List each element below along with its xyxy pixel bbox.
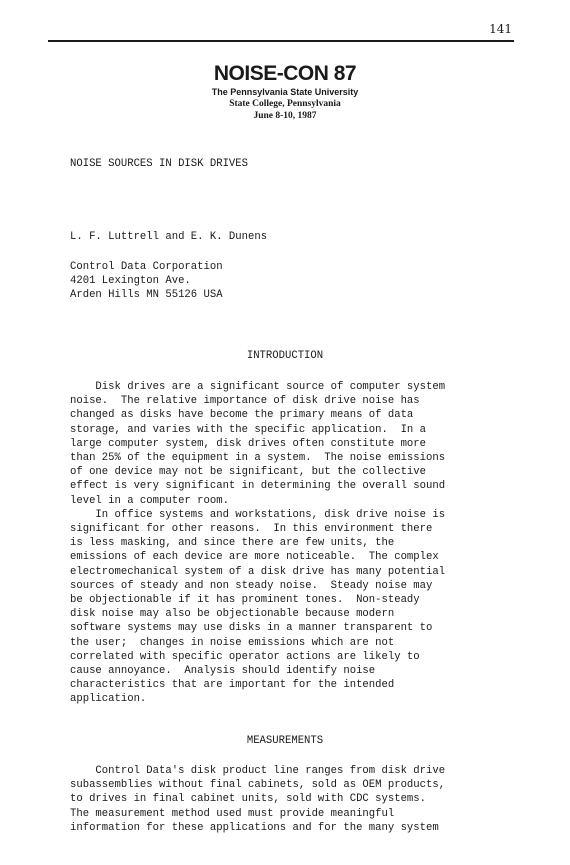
text-line: the user; changes in noise emissions which are not: [70, 636, 395, 649]
text-line: correlated with specific operator actions are likely to: [70, 650, 420, 663]
text-line: In office systems and workstations, disk drive noise is: [70, 508, 446, 521]
paper-title: NOISE SOURCES IN DISK DRIVES: [70, 158, 249, 170]
text-line: to drives in final cabinet units, sold with CDC systems.: [70, 793, 427, 806]
text-line: emissions of each device are more noticeable. The complex: [70, 551, 439, 564]
introduction-body: [70, 380, 445, 707]
text-line: Control Data's disk product line ranges from disk drive: [70, 765, 446, 777]
paper-authors: L. F. Luttrell and E. K. Dunens: [70, 231, 268, 243]
text-line: effect is very significant in determining the overall sound: [70, 480, 446, 493]
text-line: noise. The relative importance of disk drive noise has: [70, 395, 420, 408]
text-line: storage, and varies with the specific application. In a: [70, 423, 427, 436]
text-line: software systems may use disks in a manner transparent to: [70, 622, 433, 635]
measurements-body: [70, 764, 445, 835]
conference-header: [0, 62, 570, 122]
text-line: than 25% of the equipment in a system. The noise emissions: [70, 452, 446, 465]
text-line: Disk drives are a significant source of computer system: [70, 381, 446, 393]
header-rule: [48, 40, 514, 42]
author-affiliation: [70, 260, 223, 303]
text-line: subassemblies without final cabinets, sold as OEM products,: [70, 779, 446, 792]
affiliation-line: 4201 Lexington Ave.: [70, 275, 191, 288]
text-line: is less masking, and since there are few units, the: [70, 537, 395, 550]
text-line: level in a computer room.: [70, 494, 229, 507]
text-line: sources of steady and non steady noise. Steady noise may: [70, 579, 433, 592]
text-line: be objectionable if it has prominent tones. Non-steady: [70, 594, 420, 607]
text-line: disk noise may also be objectionable because modern: [70, 608, 395, 621]
text-line: significant for other reasons. In this environment there: [70, 523, 433, 536]
conference-location: State College, Pennsylvania: [229, 99, 341, 109]
text-line: cause annoyance. Analysis should identify noise: [70, 665, 376, 678]
text-line: application.: [70, 693, 147, 706]
text-line: characteristics that are important for the intended: [70, 679, 395, 692]
section-heading-introduction: INTRODUCTION: [246, 350, 324, 362]
conference-name: NOISE-CON 87: [213, 62, 357, 85]
section-heading-measurements: MEASUREMENTS: [246, 735, 324, 747]
page-number: 141: [489, 22, 512, 36]
conference-institution: The Pennsylvania State University: [211, 87, 359, 97]
text-line: information for these applications and for the many system: [70, 821, 439, 834]
affiliation-line: Control Data Corporation: [70, 261, 223, 273]
affiliation-line: Arden Hills MN 55126 USA: [70, 289, 223, 302]
text-line: electromechanical system of a disk drive has many potential: [70, 565, 446, 578]
text-line: changed as disks have become the primary means of data: [70, 409, 414, 422]
conference-dates: June 8-10, 1987: [253, 111, 317, 121]
text-line: The measurement method used must provide meaningful: [70, 807, 395, 820]
text-line: of one device may not be significant, but the collective: [70, 466, 427, 479]
text-line: large computer system, disk drives often constitute more: [70, 437, 427, 450]
